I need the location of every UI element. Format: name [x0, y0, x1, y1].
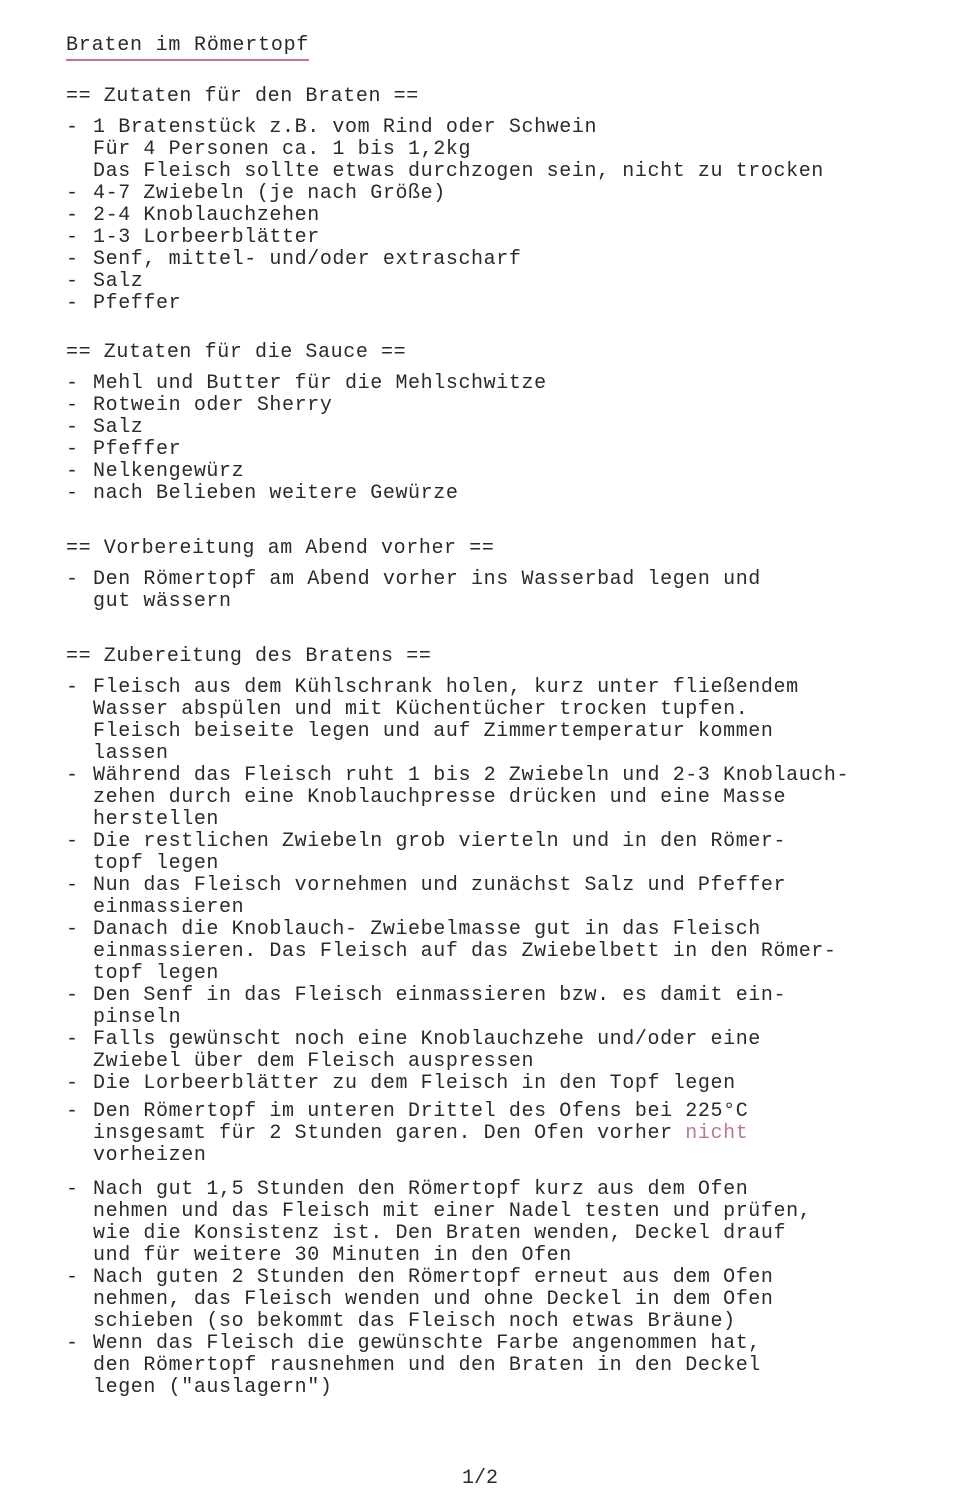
list-dash: -	[66, 270, 79, 293]
item-line: Zwiebel über dem Fleisch auspressen	[93, 1050, 535, 1073]
document-title: Braten im Römertopf	[66, 34, 309, 61]
list-item	[66, 1101, 936, 1167]
item-line: nach Belieben weitere Gewürze	[93, 482, 459, 505]
list-item	[66, 677, 936, 765]
list-dash: -	[66, 874, 79, 897]
list-item	[66, 985, 936, 1029]
item-line: einmassieren. Das Fleisch auf das Zwiebelbett in den Römer-	[93, 940, 837, 963]
item-line: Falls gewünscht noch eine Knoblauchzehe und/oder eine	[93, 1028, 761, 1051]
item-line: nehmen und das Fleisch mit einer Nadel testen und prüfen,	[93, 1200, 812, 1223]
item-line: Nun das Fleisch vornehmen und zunächst Salz und Pfeffer	[93, 874, 787, 897]
item-line: Senf, mittel- und/oder extrascharf	[93, 248, 522, 271]
item-line: Für 4 Personen ca. 1 bis 1,2kg	[93, 138, 472, 161]
item-line: wie die Konsistenz ist. Den Braten wenden, Deckel drauf	[93, 1222, 787, 1245]
list-item	[66, 249, 936, 271]
recipe-section	[66, 85, 936, 315]
item-line: einmassieren	[93, 896, 245, 919]
list-dash: -	[66, 1100, 79, 1123]
list-dash: -	[66, 918, 79, 941]
item-line: Fleisch aus dem Kühlschrank holen, kurz unter fließendem	[93, 676, 799, 699]
page-number: 1/2	[461, 1467, 498, 1490]
item-line: vorheizen	[93, 1144, 207, 1167]
list-item	[66, 1267, 936, 1333]
list-item	[66, 1029, 936, 1073]
list-item	[66, 1333, 936, 1399]
list-item	[66, 1179, 936, 1267]
item-line: Pfeffer	[93, 292, 182, 315]
section-heading: == Zutaten für die Sauce ==	[66, 341, 407, 364]
list-item	[66, 831, 936, 875]
list-item	[66, 765, 936, 831]
list-dash: -	[66, 676, 79, 699]
item-line: Rotwein oder Sherry	[93, 394, 333, 417]
item-line: Nach gut 1,5 Stunden den Römertopf kurz aus dem Ofen	[93, 1178, 749, 1201]
list-dash: -	[66, 764, 79, 787]
list-dash: -	[66, 372, 79, 395]
list-dash: -	[66, 568, 79, 591]
list-dash: -	[66, 1028, 79, 1051]
item-line: lassen	[93, 742, 169, 765]
list-item	[66, 395, 936, 417]
item-line: Das Fleisch sollte etwas durchzogen sein, nicht zu trocken	[93, 160, 824, 183]
list-item	[66, 919, 936, 985]
item-line: Mehl und Butter für die Mehlschwitze	[93, 372, 547, 395]
item-line: Nelkengewürz	[93, 460, 245, 483]
list-dash: -	[66, 830, 79, 853]
list-dash: -	[66, 984, 79, 1007]
list-item	[66, 875, 936, 919]
item-line: insgesamt für 2 Stunden garen. Den Ofen vorher nicht	[93, 1122, 749, 1145]
item-line: nehmen, das Fleisch wenden und ohne Deckel in dem Ofen	[93, 1288, 774, 1311]
item-line: 1 Bratenstück z.B. vom Rind oder Schwein	[93, 116, 598, 139]
list-item	[66, 183, 936, 205]
item-line: Fleisch beiseite legen und auf Zimmertemperatur kommen	[93, 720, 774, 743]
list-item	[66, 1073, 936, 1095]
item-line: Die Lorbeerblätter zu dem Fleisch in den Topf legen	[93, 1072, 736, 1095]
item-line: Wasser abspülen und mit Küchentücher trocken tupfen.	[93, 698, 749, 721]
list-item	[66, 483, 936, 505]
item-line: pinseln	[93, 1006, 182, 1029]
recipe-section	[66, 645, 936, 1399]
item-line: und für weitere 30 Minuten in den Ofen	[93, 1244, 572, 1267]
list-dash: -	[66, 1332, 79, 1355]
list-item	[66, 373, 936, 395]
list-dash: -	[66, 482, 79, 505]
list-dash: -	[66, 292, 79, 315]
section-heading: == Zubereitung des Bratens ==	[66, 645, 432, 668]
item-line: Den Römertopf am Abend vorher ins Wasserbad legen und	[93, 568, 761, 591]
item-line: zehen durch eine Knoblauchpresse drücken und eine Masse	[93, 786, 787, 809]
item-line: 4-7 Zwiebeln (je nach Größe)	[93, 182, 446, 205]
recipe-section	[66, 341, 936, 505]
item-line: 1-3 Lorbeerblätter	[93, 226, 320, 249]
item-line: Den Römertopf im unteren Drittel des Ofens bei 225°C	[93, 1100, 749, 1123]
item-line: Salz	[93, 416, 144, 439]
item-line: Nach guten 2 Stunden den Römertopf erneut aus dem Ofen	[93, 1266, 774, 1289]
section-heading: == Vorbereitung am Abend vorher ==	[66, 537, 495, 560]
list-dash: -	[66, 438, 79, 461]
document-page	[66, 34, 936, 1399]
list-item	[66, 117, 936, 183]
list-item	[66, 439, 936, 461]
recipe-section	[66, 537, 936, 613]
item-line: Danach die Knoblauch- Zwiebelmasse gut in das Fleisch	[93, 918, 761, 941]
list-dash: -	[66, 1072, 79, 1095]
list-dash: -	[66, 182, 79, 205]
list-item	[66, 569, 936, 613]
list-item	[66, 417, 936, 439]
item-line: Wenn das Fleisch die gewünschte Farbe angenommen hat,	[93, 1332, 761, 1355]
recipe-sections	[66, 85, 936, 1399]
item-line: Die restlichen Zwiebeln grob vierteln und in den Römer-	[93, 830, 787, 853]
item-line: Salz	[93, 270, 144, 293]
list-item	[66, 293, 936, 315]
section-heading: == Zutaten für den Braten ==	[66, 85, 419, 108]
item-line: schieben (so bekommt das Fleisch noch etwas Bräune)	[93, 1310, 736, 1333]
item-line: den Römertopf rausnehmen und den Braten in den Deckel	[93, 1354, 761, 1377]
list-dash: -	[66, 460, 79, 483]
list-item	[66, 271, 936, 293]
red-annotation: nicht	[685, 1122, 749, 1145]
list-dash: -	[66, 1178, 79, 1201]
item-line: herstellen	[93, 808, 220, 831]
item-line: topf legen	[93, 962, 220, 985]
list-item	[66, 461, 936, 483]
list-dash: -	[66, 1266, 79, 1289]
list-dash: -	[66, 116, 79, 139]
list-dash: -	[66, 226, 79, 249]
item-line: topf legen	[93, 852, 220, 875]
item-line: gut wässern	[93, 590, 232, 613]
item-line: 2-4 Knoblauchzehen	[93, 204, 320, 227]
list-item	[66, 205, 936, 227]
list-dash: -	[66, 248, 79, 271]
item-line: Während das Fleisch ruht 1 bis 2 Zwiebeln und 2-3 Knoblauch-	[93, 764, 850, 787]
item-line: Pfeffer	[93, 438, 182, 461]
list-dash: -	[66, 394, 79, 417]
list-dash: -	[66, 204, 79, 227]
item-line: Den Senf in das Fleisch einmassieren bzw. es damit ein-	[93, 984, 787, 1007]
item-line: legen ("auslagern")	[93, 1376, 333, 1399]
list-item	[66, 227, 936, 249]
list-dash: -	[66, 416, 79, 439]
